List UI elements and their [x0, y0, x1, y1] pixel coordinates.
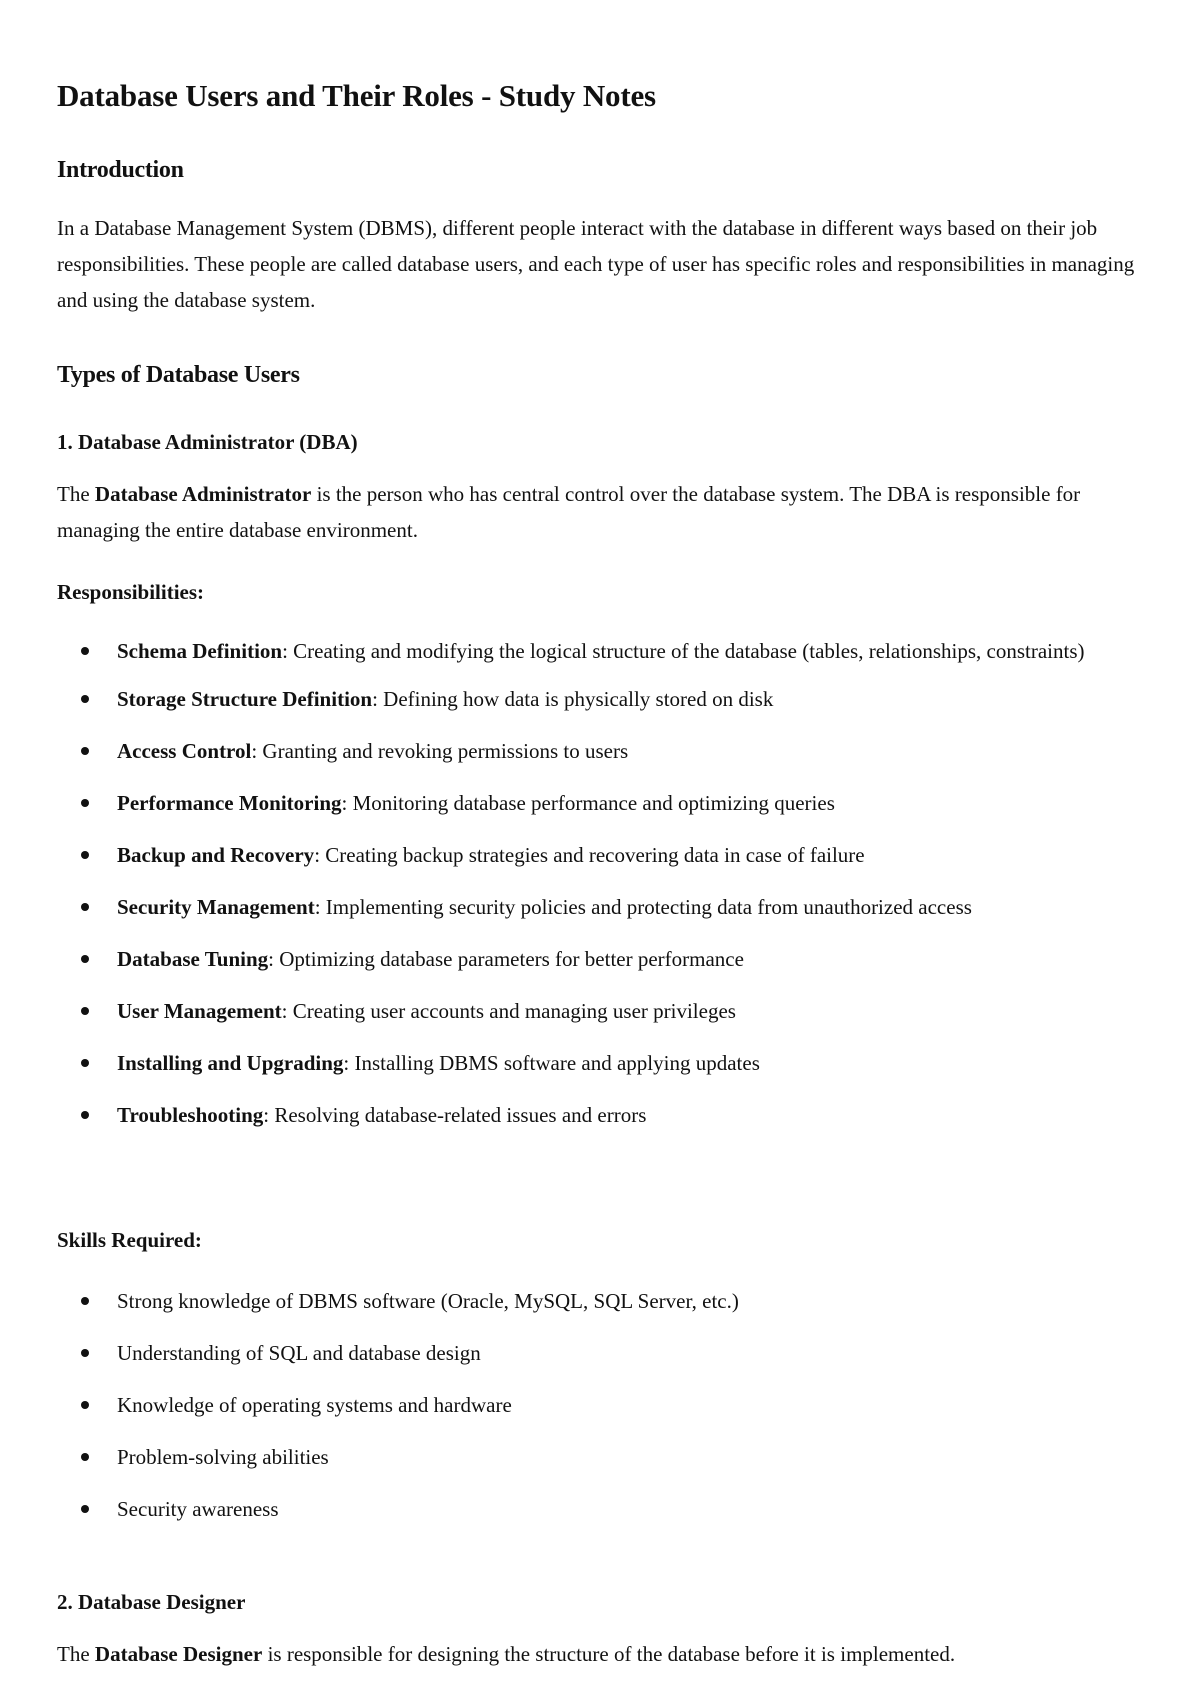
bullet-icon [81, 1349, 89, 1357]
bullet-icon [81, 1401, 89, 1409]
designer-intro-paragraph [57, 1636, 1157, 1672]
designer-intro-term: Database Designer [94, 1642, 263, 1666]
list-item-desc: : Resolving database-related issues and errors [263, 1103, 647, 1127]
list-item [57, 732, 1117, 770]
list-item-term: User Management [117, 999, 282, 1023]
list-item-term: Schema Definition [117, 639, 283, 663]
list-item-term: Troubleshooting [117, 1103, 264, 1127]
page-title: Database Users and Their Roles - Study Notes [57, 78, 656, 113]
bullet-icon [81, 1059, 89, 1067]
list-item-desc: : Creating user accounts and managing user privileges [281, 999, 736, 1023]
introduction-heading: Introduction [57, 157, 184, 183]
designer-heading: 2. Database Designer [57, 1590, 246, 1614]
list-item [57, 888, 1117, 926]
list-item [57, 836, 1117, 874]
designer-intro-rest: is responsible for designing the structure of the database before it is implemented. [262, 1642, 956, 1666]
list-item-text: Strong knowledge of DBMS software (Oracle, MySQL, SQL Server, etc.) [117, 1289, 739, 1313]
list-item-desc: : Implementing security policies and protecting data from unauthorized access [314, 895, 972, 919]
list-item [57, 1282, 1117, 1320]
bullet-icon [81, 747, 89, 755]
dba-intro-paragraph [57, 476, 1117, 548]
list-item [57, 940, 1117, 978]
bullet-icon [81, 695, 89, 703]
responsibilities-heading: Responsibilities: [57, 580, 205, 604]
dba-intro-prefix: The [57, 482, 95, 506]
list-item-term: Access Control [117, 739, 252, 763]
designer-intro-prefix: The [57, 1642, 95, 1666]
list-item [57, 784, 1117, 822]
list-item [57, 1386, 1117, 1424]
list-item [57, 680, 1117, 718]
list-item-text: Understanding of SQL and database design [117, 1341, 481, 1365]
bullet-icon [81, 1007, 89, 1015]
list-item-term: Installing and Upgrading [117, 1051, 344, 1075]
list-item [57, 1096, 1117, 1134]
introduction-paragraph: In a Database Management System (DBMS), different people interact with the database in different ways based on their job responsibilities. These people are called database users, and each type of user has specific roles and responsibilities in managing and using the database system. [57, 216, 1135, 312]
list-item [57, 992, 1117, 1030]
dba-intro-rest: is the person who has central control over the database system. The DBA is responsible for managing the entire database environment. [57, 482, 1081, 542]
bullet-icon [81, 851, 89, 859]
bullet-icon [81, 903, 89, 911]
bullet-icon [81, 647, 89, 655]
dba-heading: 1. Database Administrator (DBA) [57, 430, 358, 454]
bullet-icon [81, 1453, 89, 1461]
list-item-desc: : Defining how data is physically stored on disk [372, 687, 774, 711]
dba-intro-term: Database Administrator [94, 482, 312, 506]
list-item-desc: : Installing DBMS software and applying updates [343, 1051, 760, 1075]
list-item [57, 632, 1117, 670]
list-item [57, 1490, 1117, 1528]
list-item [57, 1438, 1117, 1476]
skills-heading: Skills Required: [57, 1228, 202, 1252]
list-item-term: Storage Structure Definition [117, 687, 373, 711]
list-item [57, 1334, 1117, 1372]
bullet-icon [81, 799, 89, 807]
list-item-term: Performance Monitoring [117, 791, 342, 815]
list-item-desc: : Creating and modifying the logical structure of the database (tables, relationships, constraints) [282, 639, 1085, 663]
list-item-term: Database Tuning [117, 947, 269, 971]
list-item-term: Backup and Recovery [117, 843, 315, 867]
list-item [57, 1044, 1117, 1082]
list-item-desc: : Monitoring database performance and optimizing queries [341, 791, 835, 815]
types-heading: Types of Database Users [57, 362, 300, 388]
skills-list [57, 1282, 1117, 1542]
bullet-icon [81, 955, 89, 963]
list-item-desc: : Optimizing database parameters for better performance [268, 947, 744, 971]
list-item-text: Problem-solving abilities [117, 1445, 329, 1469]
list-item-term: Security Management [117, 895, 315, 919]
list-item-text: Knowledge of operating systems and hardware [117, 1393, 512, 1417]
bullet-icon [81, 1505, 89, 1513]
bullet-icon [81, 1297, 89, 1305]
list-item-desc: : Granting and revoking permissions to users [251, 739, 629, 763]
list-item-desc: : Creating backup strategies and recovering data in case of failure [314, 843, 865, 867]
bullet-icon [81, 1111, 89, 1119]
responsibilities-list [57, 632, 1117, 1148]
list-item-text: Security awareness [117, 1497, 279, 1521]
